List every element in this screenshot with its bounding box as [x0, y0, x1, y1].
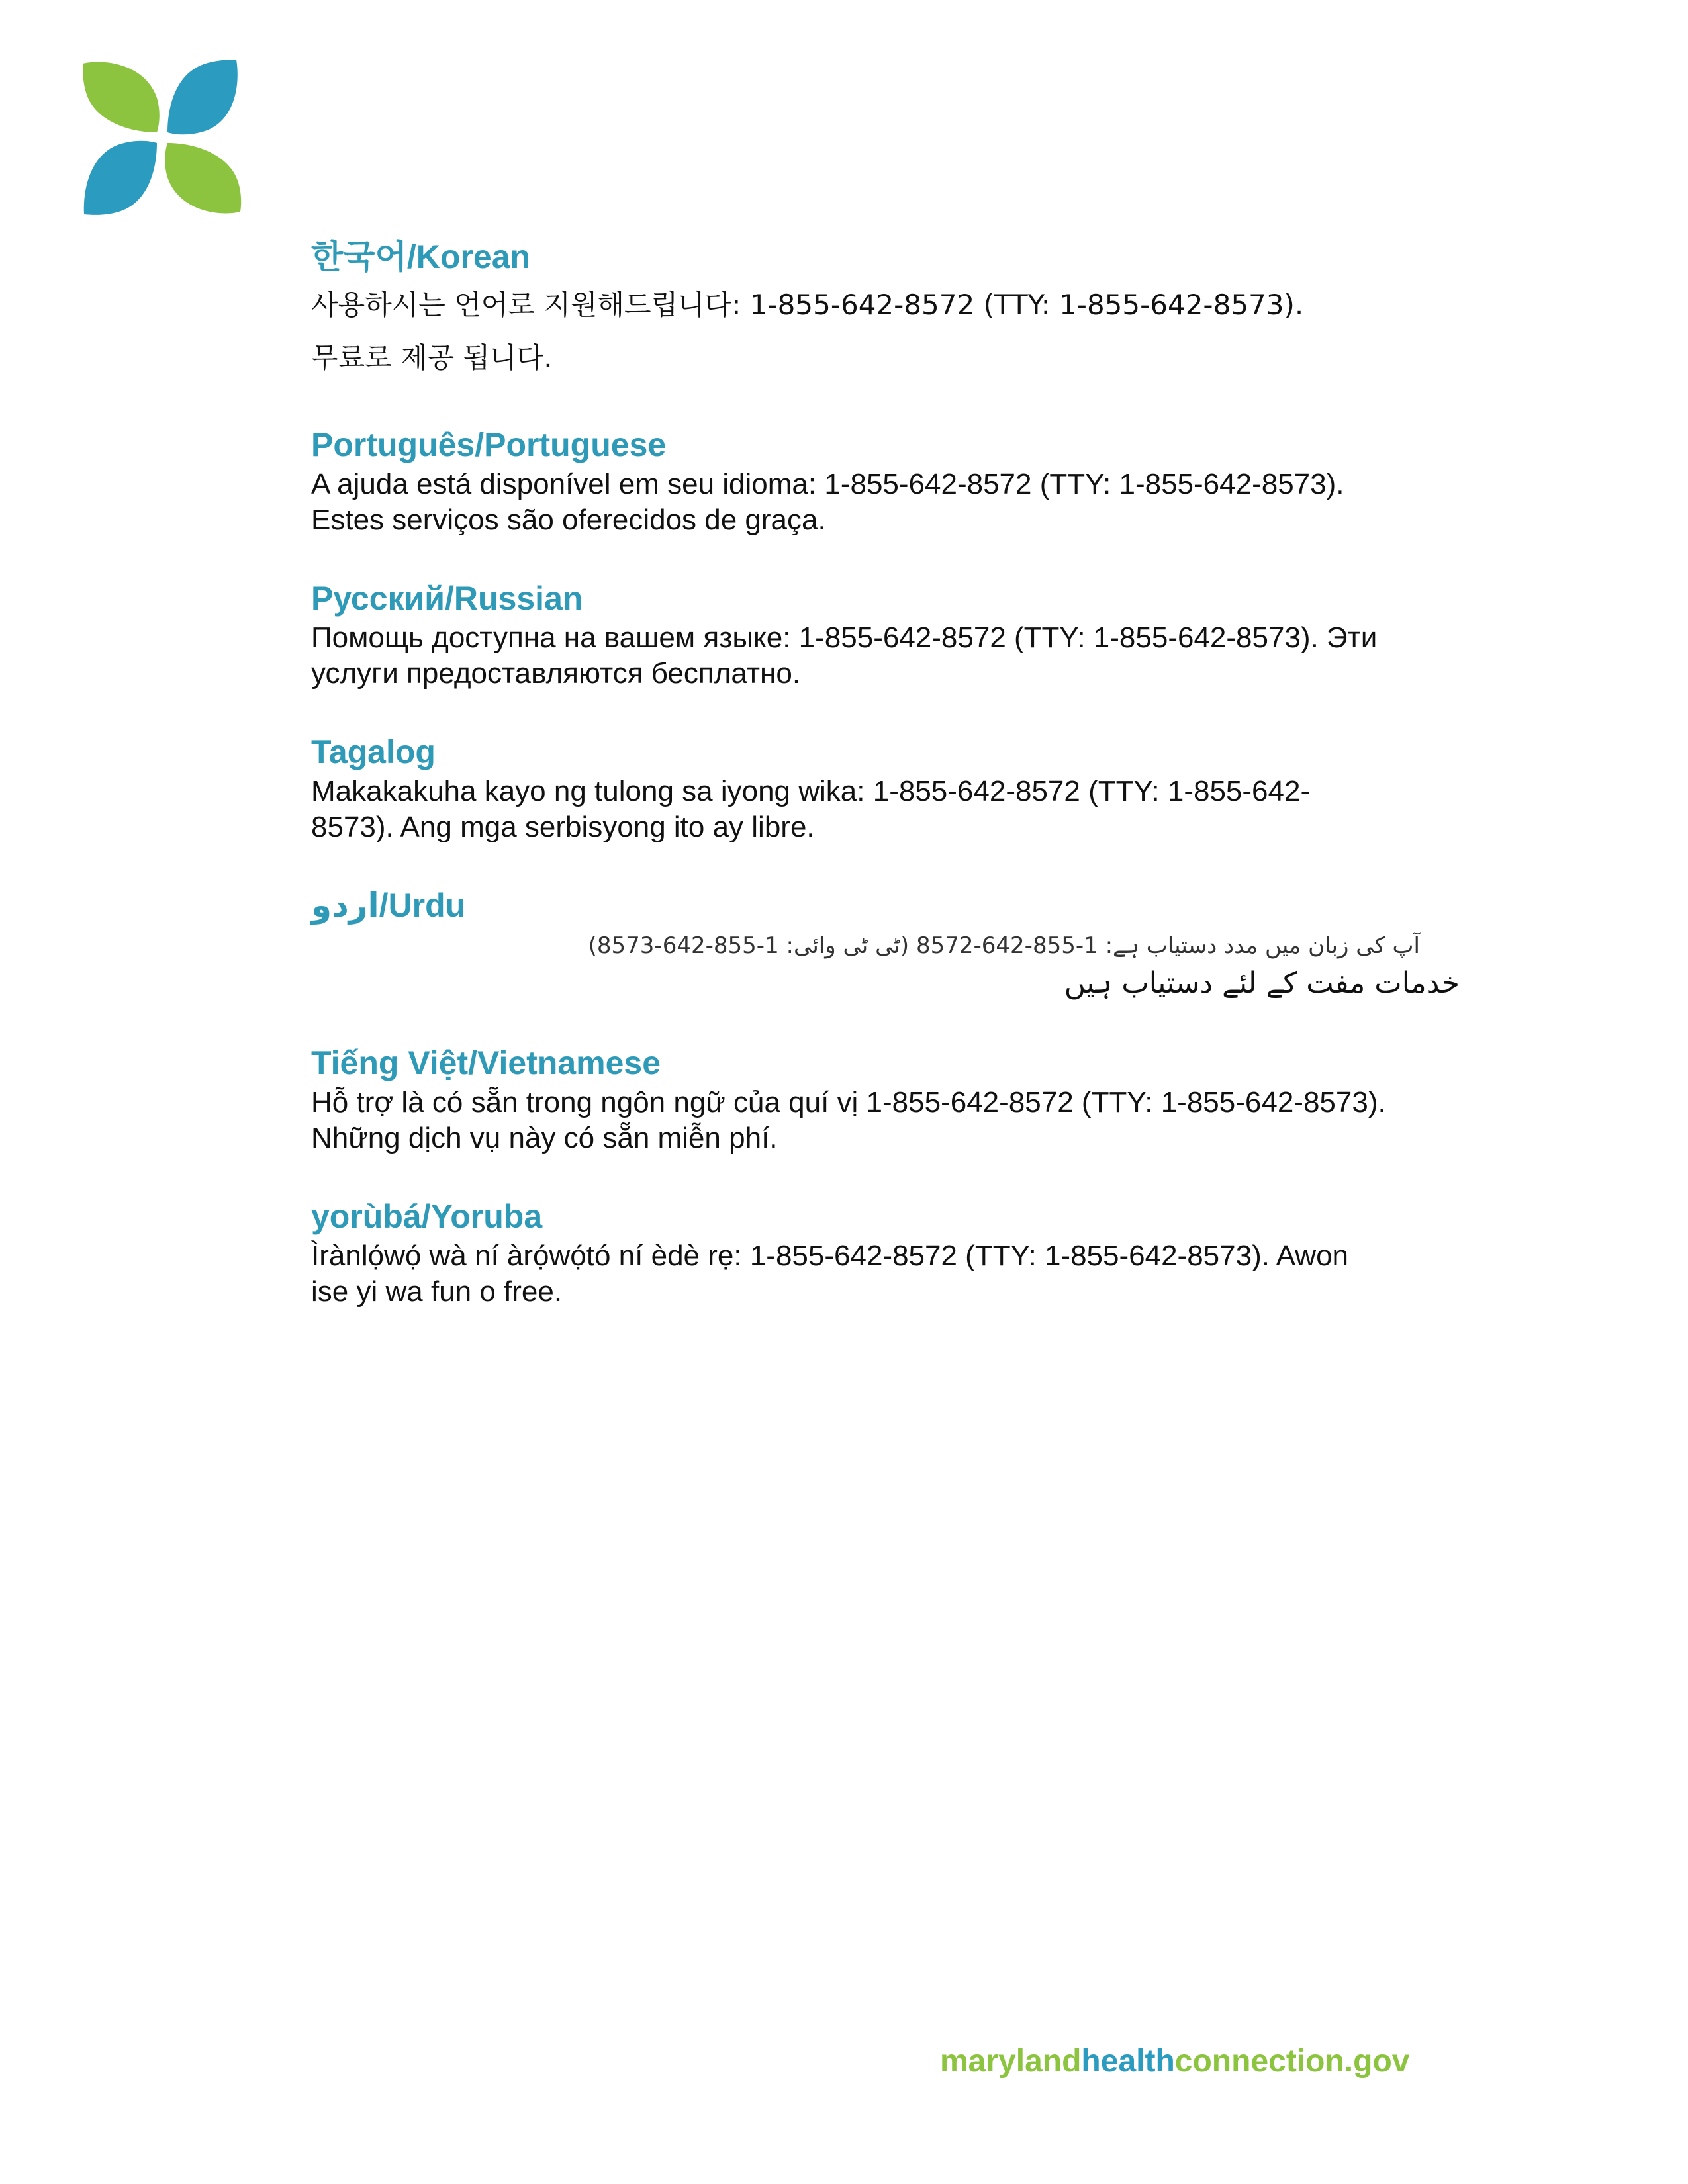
russian-line-1: Помощь доступна на вашем языке: 1-855-642-8572 (TTY: 1-855-642-8573). Эти — [311, 621, 1378, 654]
heading-vietnamese: Tiếng Việt/Vietnamese — [311, 1044, 661, 1081]
korean-line-2: 무료로 제공 됩니다. — [311, 341, 553, 374]
section-korean — [311, 235, 1470, 385]
tagalog-line-1: Makakakuha kayo ng tulong sa iyong wika: 1-855-642-8572 (TTY: 1-855-642- — [311, 775, 1311, 807]
yoruba-line-1: Ìrànlọ́wọ́ wà ní àrọ́wọ́tó ní èdè rẹ: 1-855-642-8572 (TTY: 1-855-642-8573). Awon — [311, 1240, 1349, 1272]
footer-url-part-maryland: maryland — [940, 2044, 1082, 2079]
footer-url-part-health: health — [1081, 2044, 1175, 2079]
heading-portuguese: Português/Portuguese — [311, 426, 667, 463]
vietnamese-line-2: Những dịch vụ này có sẵn miễn phí. — [311, 1122, 778, 1154]
section-tagalog — [311, 730, 1470, 845]
portuguese-line-1: A ajuda está disponível em seu idioma: 1-855-642-8572 (TTY: 1-855-642-8573). — [311, 468, 1344, 500]
section-urdu — [311, 884, 1470, 1003]
logo-petal-green-top-left — [83, 62, 160, 132]
heading-yoruba: yorùbá/Yoruba — [311, 1198, 543, 1235]
footer-website-url[interactable] — [940, 2042, 1409, 2081]
portuguese-line-2: Estes serviços são oferecidos de graça. — [311, 504, 826, 536]
language-assistance-list — [311, 235, 1470, 1348]
four-petal-logo-icon — [83, 58, 242, 217]
vietnamese-line-1: Hỗ trợ là có sẵn trong ngôn ngữ của quí vị 1-855-642-8572 (TTY: 1-855-642-8573). — [311, 1086, 1386, 1118]
logo-petal-blue-bottom-left — [84, 141, 157, 215]
logo-petal-green-bottom-right — [165, 143, 241, 213]
heading-russian: Русский/Russian — [311, 580, 583, 617]
heading-korean: 한국어/Korean — [311, 238, 531, 275]
korean-line-1: 사용하시는 언어로 지원해드립니다: 1-855-642-8572 (TTY: 1-855-642-8573). — [311, 289, 1304, 321]
footer-url-part-connection: connection.gov — [1174, 2044, 1410, 2079]
urdu-body — [311, 927, 1460, 1003]
logo-petal-blue-top-right — [167, 60, 238, 134]
urdu-line-2: خدمات مفت کے لئے دستیاب ہیں — [1064, 966, 1460, 1000]
heading-urdu: اردو/Urdu — [311, 887, 466, 924]
heading-tagalog: Tagalog — [311, 733, 436, 770]
section-russian — [311, 576, 1470, 692]
section-yoruba — [311, 1195, 1470, 1310]
section-vietnamese — [311, 1041, 1470, 1156]
tagalog-line-2: 8573). Ang mga serbisyong ito ay libre. — [311, 811, 815, 843]
urdu-line-1: آپ کی زبان میں مدد دستیاب ہے: 1-855-642-8572 (ٹی ٹی وائی: 1-855-642-8573) — [588, 933, 1420, 959]
section-portuguese — [311, 423, 1470, 538]
russian-line-2: услуги предоставляются бесплатно. — [311, 657, 801, 690]
yoruba-line-2: ise yi wa fun o free. — [311, 1275, 563, 1308]
